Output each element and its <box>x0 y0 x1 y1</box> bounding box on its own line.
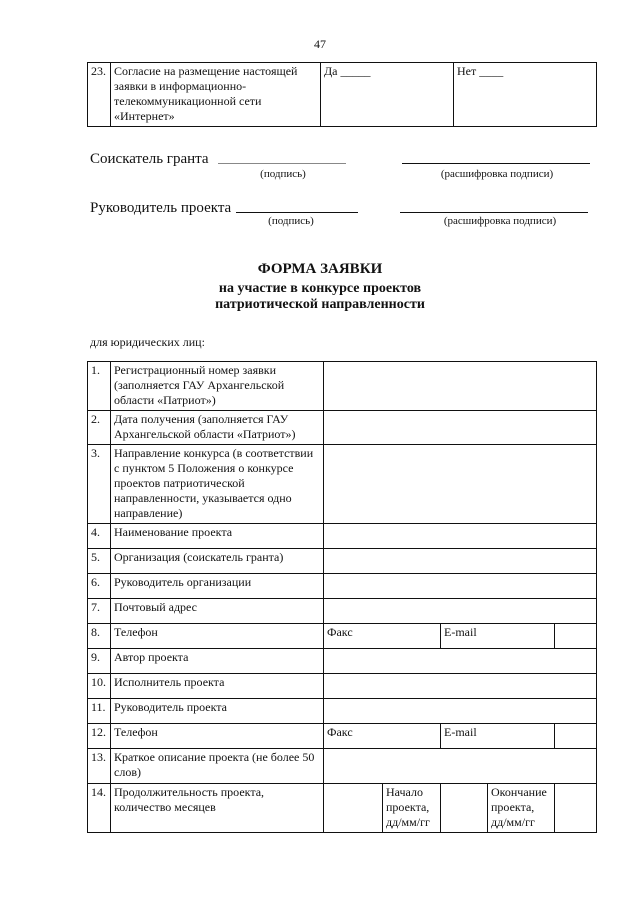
consent-table <box>87 62 597 127</box>
start-value-cell[interactable] <box>441 784 488 833</box>
value-cell[interactable] <box>324 445 597 524</box>
form-subtitle: на участие в конкурсе проектов <box>218 281 422 296</box>
row-number: 7. <box>88 599 111 624</box>
row-label: Телефон <box>111 724 324 749</box>
row-number: 5. <box>88 549 111 574</box>
page-number: 47 <box>314 37 326 51</box>
row-number: 2. <box>88 411 111 445</box>
duration-value-cell[interactable] <box>324 784 383 833</box>
row-label: Организация (соискатель гранта) <box>111 549 324 574</box>
signature-label-applicant: Соискатель гранта <box>90 151 209 167</box>
row-number: 14. <box>88 784 111 833</box>
fax-cell[interactable]: Факс <box>324 624 441 649</box>
row-label: Телефон <box>111 624 324 649</box>
value-cell[interactable] <box>324 649 597 674</box>
signature-caption: (подпись) <box>268 215 314 227</box>
form-title: ФОРМА ЗАЯВКИ <box>257 261 383 277</box>
decode-line[interactable] <box>402 163 590 164</box>
value-cell[interactable] <box>324 699 597 724</box>
row-label: Руководитель организации <box>111 574 324 599</box>
row-number: 10. <box>88 674 111 699</box>
row-number: 12. <box>88 724 111 749</box>
signature-line[interactable] <box>218 163 346 164</box>
value-cell[interactable] <box>324 599 597 624</box>
row-number: 3. <box>88 445 111 524</box>
row-label: Почтовый адрес <box>111 599 324 624</box>
row-label: Направление конкурса (в соответствии с пунктом 5 Положения о конкурсе проектов патриотической направленности, указывается одно направление) <box>111 445 324 524</box>
decode-line[interactable] <box>400 212 588 213</box>
signature-label-project-head: Руководитель проекта <box>90 200 232 216</box>
row-label: Регистрационный номер заявки (заполняется ГАУ Архангельской области «Патриот») <box>111 362 324 411</box>
value-cell[interactable] <box>324 411 597 445</box>
end-label: Окончание проекта, дд/мм/гг <box>488 784 555 833</box>
end-value-cell[interactable] <box>555 784 597 833</box>
row-number: 8. <box>88 624 111 649</box>
decode-caption: (расшифровка подписи) <box>440 168 554 180</box>
value-cell[interactable] <box>324 362 597 411</box>
decode-caption: (расшифровка подписи) <box>443 215 557 227</box>
row-label: Наименование проекта <box>111 524 324 549</box>
row-number: 13. <box>88 749 111 784</box>
value-cell[interactable] <box>324 574 597 599</box>
row-label: Исполнитель проекта <box>111 674 324 699</box>
row-label: Автор проекта <box>111 649 324 674</box>
value-cell[interactable] <box>324 549 597 574</box>
start-label: Начало проекта, дд/мм/гг <box>383 784 441 833</box>
row-number: 6. <box>88 574 111 599</box>
email-cell[interactable]: E-mail <box>441 724 555 749</box>
row-number: 1. <box>88 362 111 411</box>
form-audience: для юридических лиц: <box>90 335 205 349</box>
value-cell[interactable] <box>555 724 597 749</box>
email-cell[interactable]: E-mail <box>441 624 555 649</box>
row-number: 9. <box>88 649 111 674</box>
row-label: Руководитель проекта <box>111 699 324 724</box>
signature-caption: (подпись) <box>260 168 306 180</box>
value-cell[interactable] <box>324 524 597 549</box>
row-number: 11. <box>88 699 111 724</box>
value-cell[interactable] <box>324 674 597 699</box>
row-label: Краткое описание проекта (не более 50 слов) <box>111 749 324 784</box>
row-number: 23. <box>88 63 111 127</box>
form-subtitle: патриотической направленности <box>215 297 425 312</box>
consent-no-field[interactable]: Нет ____ <box>454 63 597 127</box>
row-number: 4. <box>88 524 111 549</box>
row-label: Продолжительность проекта, количество месяцев <box>111 784 324 833</box>
value-cell[interactable] <box>324 749 597 784</box>
row-label: Дата получения (заполняется ГАУ Архангельской области «Патриот») <box>111 411 324 445</box>
consent-label: Согласие на размещение настоящей заявки в информационно-телекоммуникационной сети «Интернет» <box>111 63 321 127</box>
consent-yes-field[interactable]: Да _____ <box>321 63 454 127</box>
signature-line[interactable] <box>236 212 358 213</box>
application-form-table <box>87 361 597 833</box>
value-cell[interactable] <box>555 624 597 649</box>
fax-cell[interactable]: Факс <box>324 724 441 749</box>
